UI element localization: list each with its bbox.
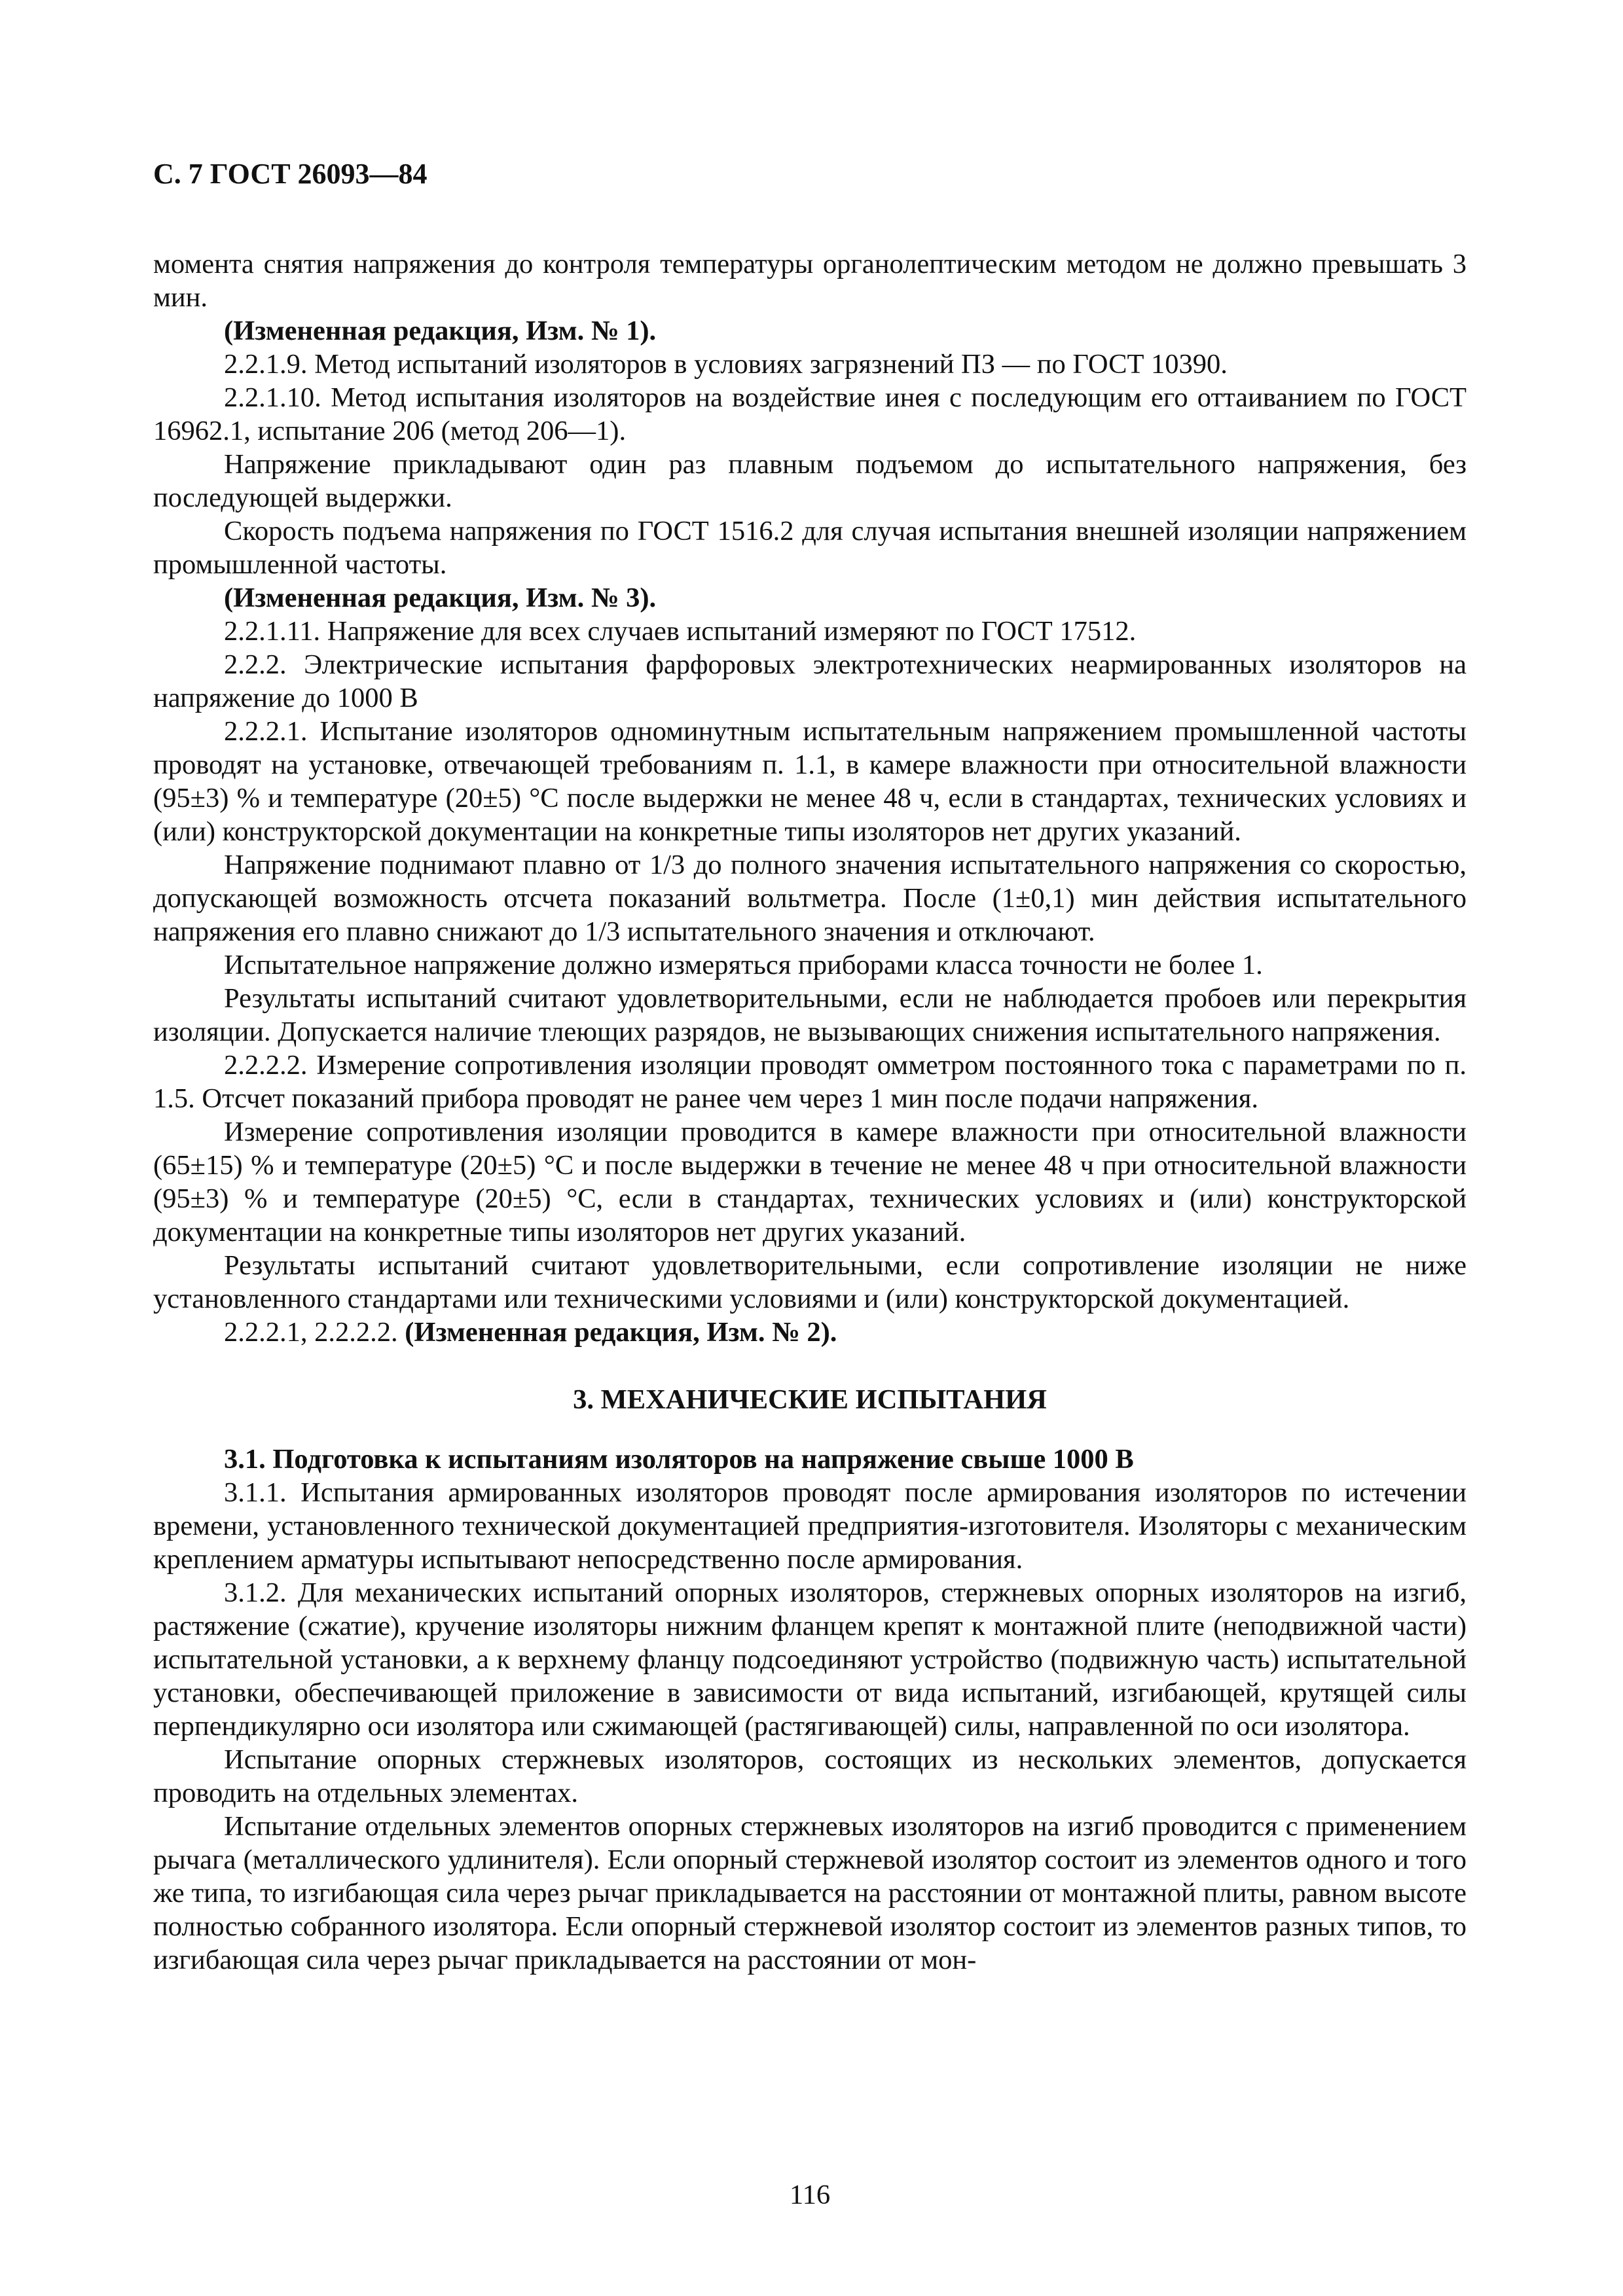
- clause-3-1-2: 3.1.2. Для механических испытаний опорных изоляторов, стержневых опорных изоляторов на изгиб, растяжение (сжатие), кручение изоляторы нижним фланцем крепят к монтажной плите (неподвижной части) испытательной установки, а к верхнему фланцу подсоединяют устройство (подвижную часть) испытательной установки, обеспечивающей приложение в зависимости от вида испытаний, изгибающей, крутящей силы перпендикулярно оси изолятора или сжимающей (растягивающей) силы, направленной по оси изолятора.: [153, 1577, 1467, 1742]
- amendment-clauses: 2.2.2.1, 2.2.2.2.: [224, 1317, 398, 1348]
- clause-2-2-1-11: 2.2.1.11. Напряжение для всех случаев испытаний измеряют по ГОСТ 17512.: [224, 616, 1137, 647]
- paragraph-resistance-measurement: Измерение сопротивления изоляции проводится в камере влажности при относительной влажности (65±15) % и температуре (20±5) °С и после выдержки в течение не менее 48 ч при относительной влажности (95±3) % и температуре (20±5) °С, если в стандартах, технических условиях и (или) конструкторской документации на конкретные типы изоляторов нет других указаний.: [153, 1117, 1467, 1247]
- page-number: 116: [789, 2179, 831, 2210]
- section-title: 3. МЕХАНИЧЕСКИЕ ИСПЫТАНИЯ: [573, 1384, 1047, 1415]
- amendment-note-2: [153, 1316, 1467, 1349]
- clause-2-2-2-1: 2.2.2.1. Испытание изоляторов одноминутным испытательным напряжением промышленной частоты проводят на установке, отвечающей требованиям п. 1.1, в камере влажности при относительной влажности (95±3) % и температуре (20±5) °С после выдержки не менее 48 ч, если в стандартах, технических условиях и (или) конструкторской документации на конкретные типы изоляторов нет других указаний.: [153, 716, 1467, 847]
- paragraph-voltage-raise: Напряжение поднимают плавно от 1/3 до полного значения испытательного напряжения со скоростью, допускающей возможность отсчета показаний вольтметра. После (1±0,1) мин действия испытательного напряжения его плавно снижают до 1/3 испытательного значения и отключают.: [153, 850, 1467, 947]
- document-page: [153, 157, 1467, 2238]
- clause-2-2-1-9: 2.2.1.9. Метод испытаний изоляторов в условиях загрязнений ПЗ — по ГОСТ 10390.: [224, 349, 1228, 380]
- subsection-title: 3.1. Подготовка к испытаниям изоляторов на напряжение свыше 1000 В: [224, 1444, 1134, 1475]
- paragraph-voltage-rate: Скорость подъема напряжения по ГОСТ 1516.2 для случая испытания внешней изоляции напряжением промышленной частоты.: [153, 516, 1467, 580]
- paragraph-test-results-1: Результаты испытаний считают удовлетворительными, если не наблюдается пробоев или перекрытия изоляции. Допускается наличие тлеющих разрядов, не вызывающих снижения испытательного напряжения.: [153, 983, 1467, 1047]
- paragraph-test-results-2: Результаты испытаний считают удовлетворительными, если сопротивление изоляции не ниже установленного стандартами или техническими условиями и (или) конструкторской документацией.: [153, 1250, 1467, 1314]
- clause-3-1-1: 3.1.1. Испытания армированных изоляторов проводят после армирования изоляторов по истечении времени, установленного технической документацией предприятия-изготовителя. Изоляторы с механическим креплением арматуры испытывают непосредственно после армирования.: [153, 1477, 1467, 1575]
- clause-2-2-1-10: 2.2.1.10. Метод испытания изоляторов на воздействие инея с последующим его оттаиванием по ГОСТ 16962.1, испытание 206 (метод 206—1).: [153, 382, 1467, 446]
- paragraph-voltage-application: Напряжение прикладывают один раз плавным подъемом до испытательного напряжения, без последующей выдержки.: [153, 449, 1467, 513]
- paragraph-bending-test: Испытание отдельных элементов опорных стержневых изоляторов на изгиб проводится с применением рычага (металлического удлинителя). Если опорный стержневой изолятор состоит из элементов одного и того же типа, то изгибающая сила через рычаг прикладывается на расстоянии от монтажной плиты, равном высоте полностью собранного изолятора. Если опорный стержневой изолятор состоит из элементов разных типов, то изгибающая сила через рычаг прикладывается на расстоянии от мон-: [153, 1811, 1467, 1975]
- page-header: С. 7 ГОСТ 26093—84: [153, 158, 428, 190]
- amendment-note-3: (Измененная редакция, Изм. № 3).: [224, 583, 657, 613]
- paragraph-continuation: момента снятия напряжения до контроля температуры органолептическим методом не должно превышать 3 мин.: [153, 249, 1467, 313]
- paragraph-multi-element-test: Испытание опорных стержневых изоляторов, состоящих из нескольких элементов, допускается проводить на отдельных элементах.: [153, 1744, 1467, 1808]
- amendment-note-1: (Измененная редакция, Изм. № 1).: [224, 315, 657, 346]
- clause-2-2-2-2: 2.2.2.2. Измерение сопротивления изоляции проводят омметром постоянного тока с параметрами по п. 1.5. Отсчет показаний прибора проводят не ранее чем через 1 мин после подачи напряжения.: [153, 1050, 1467, 1114]
- amendment-label: (Измененная редакция, Изм. № 2).: [405, 1317, 837, 1348]
- clause-2-2-2: 2.2.2. Электрические испытания фарфоровых электротехнических неармированных изоляторов на напряжение до 1000 В: [153, 649, 1467, 713]
- paragraph-measurement-accuracy: Испытательное напряжение должно измеряться приборами класса точности не более 1.: [224, 950, 1263, 980]
